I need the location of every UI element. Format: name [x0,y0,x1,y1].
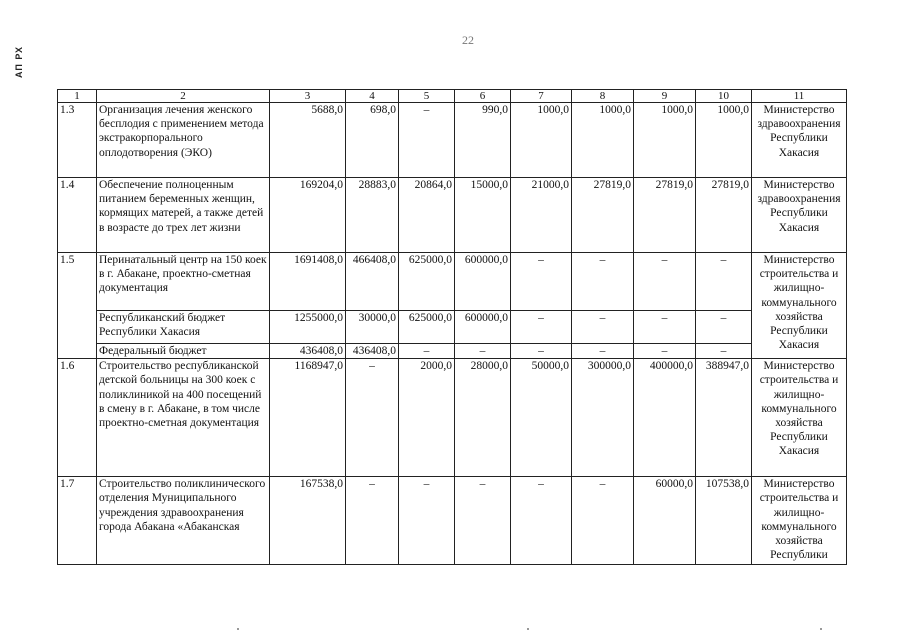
value-cell: – [572,253,634,311]
value-cell: 1255000,0 [270,311,346,344]
value-cell: 436408,0 [270,344,346,359]
program-table [57,89,847,565]
value-cell: 1168947,0 [270,359,346,477]
value-cell: 169204,0 [270,178,346,253]
value-cell: – [455,477,511,565]
value-cell: 28883,0 [346,178,399,253]
column-number: 2 [97,90,270,103]
value-cell: 21000,0 [511,178,572,253]
table-row [58,359,847,477]
row-description: Строительство поликлинического отделения Муниципального учреждения здравоохранения города Абакана «Абаканская [97,477,270,565]
value-cell: 27819,0 [572,178,634,253]
value-cell: – [511,344,572,359]
value-cell: 600000,0 [455,253,511,311]
value-cell: – [634,253,696,311]
value-cell: 107538,0 [696,477,752,565]
value-cell: – [399,477,455,565]
value-cell: 625000,0 [399,311,455,344]
row-description: Организация лечения женского бесплодия с применением метода экстракорпорального оплодотворения (ЭКО) [97,103,270,178]
executor-cell: Министерство строительства и жилищно-коммунального хозяйства Республики [752,477,847,565]
column-number: 6 [455,90,511,103]
table-subrow [58,344,847,359]
value-cell: – [696,344,752,359]
row-number: 1.4 [58,178,97,253]
page-number: 22 [462,33,474,47]
column-number: 8 [572,90,634,103]
value-cell: 28000,0 [455,359,511,477]
scan-mark [820,628,822,630]
value-cell: – [346,477,399,565]
row-description: Обеспечение полноценным питанием беременных женщин, кормящих матерей, а также детей в возрасте до трех лет жизни [97,178,270,253]
value-cell: 1000,0 [634,103,696,178]
executor-cell: Министерство строительства и жилищно-коммунального хозяйства Республики Хакасия [752,253,847,359]
value-cell: 436408,0 [346,344,399,359]
table-row [58,103,847,178]
table-row [58,253,847,311]
value-cell: 60000,0 [634,477,696,565]
value-cell: – [455,344,511,359]
row-description: Республиканский бюджет Республики Хакасия [97,311,270,344]
executor-cell: Министерство здравоохранения Республики Хакасия [752,103,847,178]
row-description: Федеральный бюджет [97,344,270,359]
column-number: 9 [634,90,696,103]
executor-cell: Министерство строительства и жилищно-коммунального хозяйства Республики Хакасия [752,359,847,477]
value-cell: 167538,0 [270,477,346,565]
value-cell: – [572,477,634,565]
value-cell: – [399,344,455,359]
value-cell: – [572,344,634,359]
value-cell: – [511,311,572,344]
value-cell: 388947,0 [696,359,752,477]
value-cell: 27819,0 [634,178,696,253]
value-cell: – [399,103,455,178]
value-cell: – [346,359,399,477]
value-cell: 1000,0 [572,103,634,178]
column-number: 5 [399,90,455,103]
row-number: 1.5 [58,253,97,359]
column-number: 4 [346,90,399,103]
table-row [58,477,847,565]
row-number: 1.6 [58,359,97,477]
row-number: 1.7 [58,477,97,565]
value-cell: 466408,0 [346,253,399,311]
column-number: 11 [752,90,847,103]
value-cell: 30000,0 [346,311,399,344]
value-cell: 600000,0 [455,311,511,344]
value-cell: 625000,0 [399,253,455,311]
value-cell: 698,0 [346,103,399,178]
table-subrow [58,311,847,344]
value-cell: 1691408,0 [270,253,346,311]
value-cell: – [696,253,752,311]
value-cell: 50000,0 [511,359,572,477]
column-number-row [58,90,847,103]
column-number: 7 [511,90,572,103]
value-cell: 1000,0 [511,103,572,178]
value-cell: – [511,477,572,565]
table-row [58,178,847,253]
row-description: Перинатальный центр на 150 коек в г. Абакане, проектно-сметная документация [97,253,270,311]
column-number: 3 [270,90,346,103]
value-cell: – [572,311,634,344]
value-cell: 1000,0 [696,103,752,178]
value-cell: 15000,0 [455,178,511,253]
row-number: 1.3 [58,103,97,178]
executor-cell: Министерство здравоохранения Республики Хакасия [752,178,847,253]
value-cell: 300000,0 [572,359,634,477]
value-cell: 990,0 [455,103,511,178]
scan-mark [237,628,239,630]
row-description: Строительство республиканской детской больницы на 300 коек с поликлиникой на 400 посещений в смену в г. Абакане, в том числе проектно-сметная документация [97,359,270,477]
value-cell: 20864,0 [399,178,455,253]
column-number: 1 [58,90,97,103]
column-number: 10 [696,90,752,103]
value-cell: – [511,253,572,311]
value-cell: – [634,344,696,359]
side-stamp: АП РХ [14,46,24,79]
value-cell: 27819,0 [696,178,752,253]
value-cell: 2000,0 [399,359,455,477]
value-cell: 5688,0 [270,103,346,178]
value-cell: 400000,0 [634,359,696,477]
value-cell: – [696,311,752,344]
value-cell: – [634,311,696,344]
scan-mark [527,628,529,630]
